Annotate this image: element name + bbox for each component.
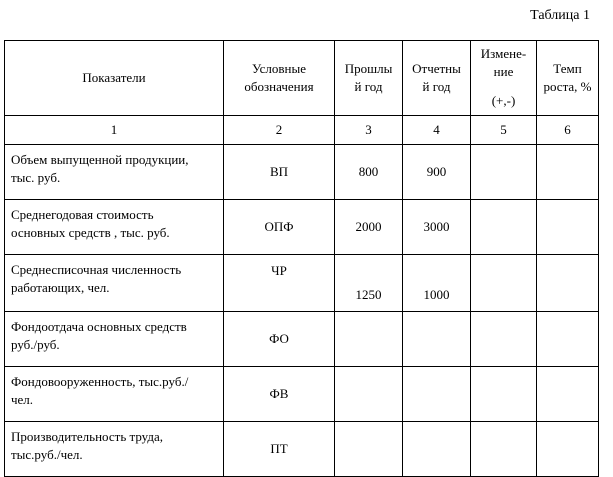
indicator-name: Производительность труда, тыс.руб./чел. [5, 422, 224, 477]
prev-year-value [335, 422, 403, 477]
table-caption: Таблица 1 [530, 8, 590, 23]
header-growth: Темп роста, % [537, 41, 599, 116]
header-report-year: Отчетны й год [403, 41, 471, 116]
report-year-value [403, 422, 471, 477]
header-change: Измене- ние (+,-) [471, 41, 537, 116]
table-row [5, 255, 599, 312]
column-number: 4 [403, 116, 471, 145]
report-year-value: 3000 [403, 200, 471, 255]
growth-value [537, 255, 599, 312]
column-number: 1 [5, 116, 224, 145]
prev-year-value: 2000 [335, 200, 403, 255]
table-row [5, 367, 599, 422]
table-row [5, 312, 599, 367]
growth-value [537, 422, 599, 477]
report-year-value [403, 312, 471, 367]
indicators-table [4, 40, 599, 477]
table-row [5, 422, 599, 477]
change-value [471, 200, 537, 255]
indicator-code: ФО [224, 312, 335, 367]
prev-year-value [335, 367, 403, 422]
column-number: 3 [335, 116, 403, 145]
indicator-name: Среднесписочная численность работающих, чел. [5, 255, 224, 312]
indicator-code: ФВ [224, 367, 335, 422]
prev-year-value [335, 312, 403, 367]
column-number: 6 [537, 116, 599, 145]
table-row [5, 200, 599, 255]
header-symbols: Условные обозначения [224, 41, 335, 116]
report-year-value [403, 367, 471, 422]
growth-value [537, 145, 599, 200]
indicator-code: ВП [224, 145, 335, 200]
indicator-code: ОПФ [224, 200, 335, 255]
column-number: 5 [471, 116, 537, 145]
change-value [471, 255, 537, 312]
column-number: 2 [224, 116, 335, 145]
change-value [471, 312, 537, 367]
growth-value [537, 367, 599, 422]
indicator-name: Объем выпущенной продукции, тыс. руб. [5, 145, 224, 200]
indicator-code: ПТ [224, 422, 335, 477]
header-indicator: Показатели [5, 41, 224, 116]
prev-year-value: 1250 [335, 255, 403, 312]
indicator-code: ЧР [224, 255, 335, 312]
table-header-row [5, 41, 599, 116]
change-value [471, 367, 537, 422]
prev-year-value: 800 [335, 145, 403, 200]
change-value [471, 145, 537, 200]
change-value [471, 422, 537, 477]
indicator-name: Среднегодовая стоимость основных средств , тыс. руб. [5, 200, 224, 255]
header-prev-year: Прошлы й год [335, 41, 403, 116]
table-row [5, 145, 599, 200]
indicator-name: Фондоотдача основных средств руб./руб. [5, 312, 224, 367]
report-year-value: 900 [403, 145, 471, 200]
growth-value [537, 200, 599, 255]
column-number-row [5, 116, 599, 145]
indicator-name: Фондовооруженность, тыс.руб./ чел. [5, 367, 224, 422]
report-year-value: 1000 [403, 255, 471, 312]
growth-value [537, 312, 599, 367]
